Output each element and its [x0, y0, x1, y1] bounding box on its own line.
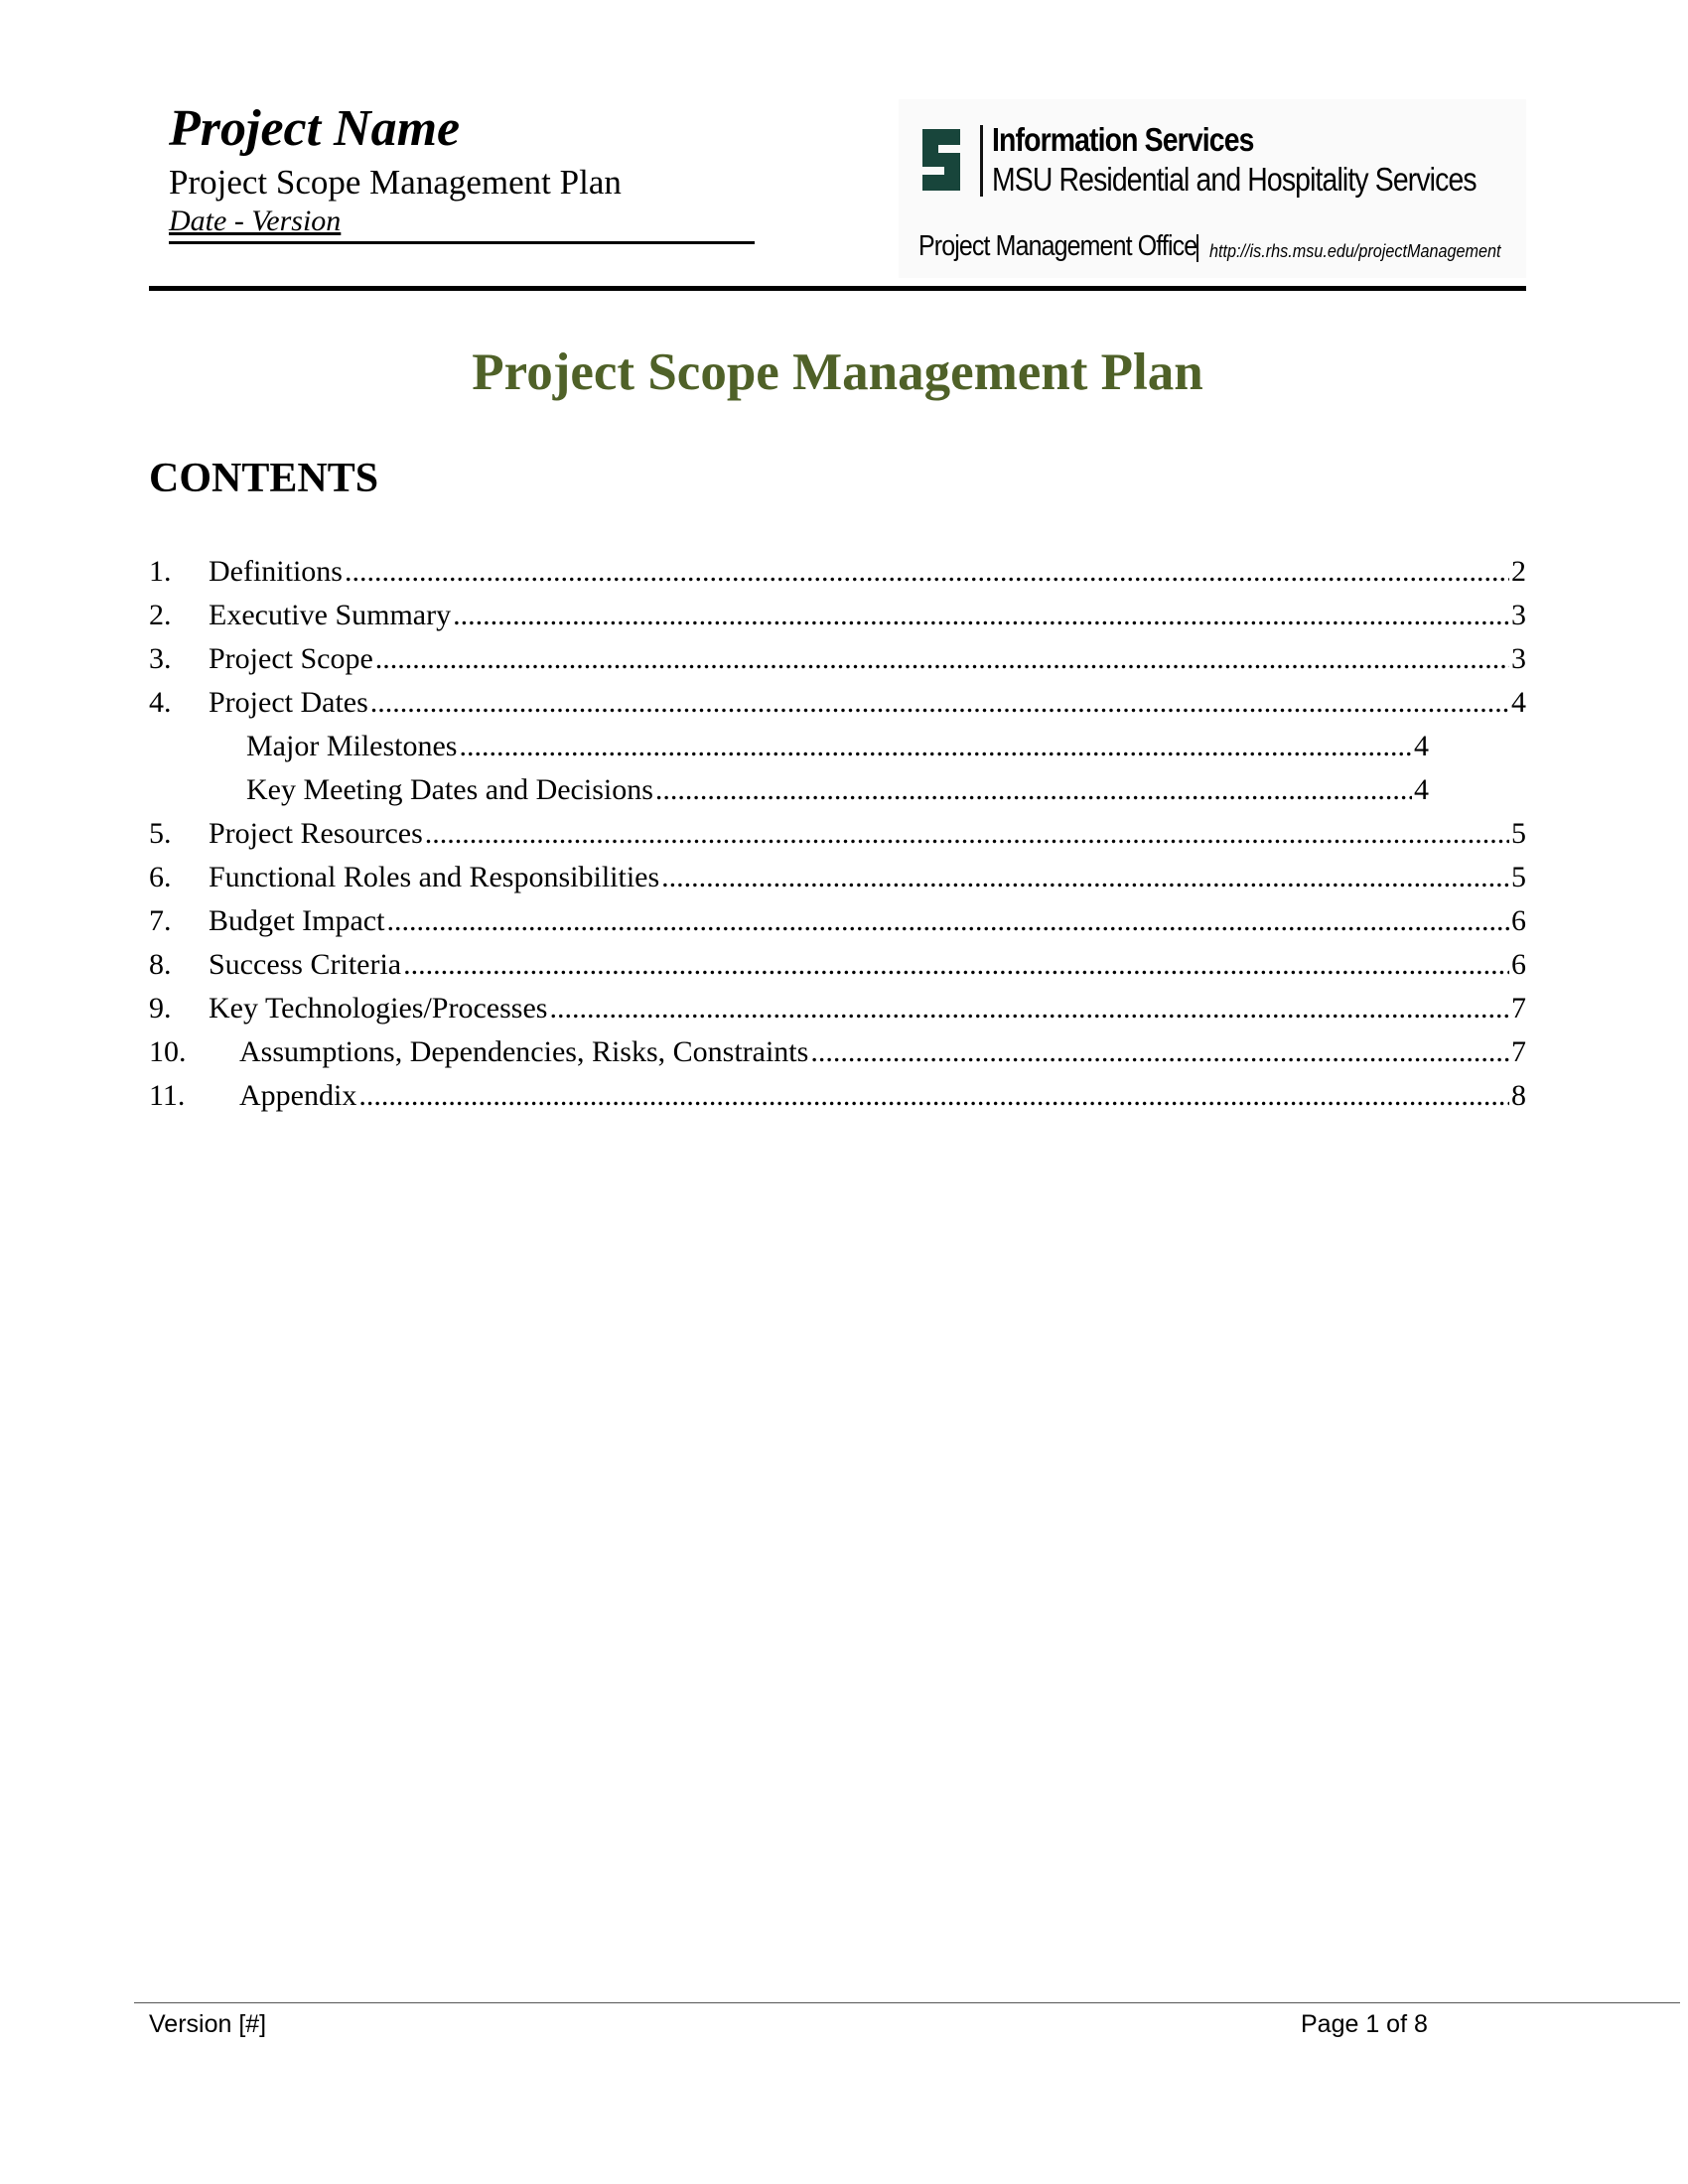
- toc-entry[interactable]: [149, 594, 1526, 637]
- toc-entry-page: 3: [1511, 642, 1526, 675]
- footer-version: Version [#]: [149, 2010, 267, 2038]
- toc-entry[interactable]: [149, 550, 1526, 594]
- toc-entry-number: 2.: [149, 599, 172, 631]
- toc-leader: [386, 899, 1509, 943]
- toc-entry-page: 3: [1511, 599, 1526, 631]
- table-of-contents: [149, 550, 1526, 1118]
- toc-entry-number: 10.: [149, 1035, 187, 1068]
- toc-entry[interactable]: [149, 943, 1526, 987]
- toc-leader: [459, 725, 1412, 768]
- toc-leader: [358, 1074, 1509, 1118]
- toc-subentry[interactable]: [149, 768, 1429, 812]
- logo-line-rhs: MSU Residential and Hospitality Services: [992, 161, 1477, 198]
- toc-entry[interactable]: [149, 899, 1526, 943]
- toc-entry-number: 8.: [149, 948, 172, 981]
- document-subtitle: Project Scope Management Plan: [169, 163, 622, 202]
- logo-office: Project Management Office: [918, 230, 1197, 262]
- toc-entry-page: 6: [1511, 948, 1526, 981]
- toc-entry-page: 2: [1511, 555, 1526, 588]
- toc-entry[interactable]: [149, 1030, 1526, 1074]
- footer-page-number: Page 1 of 8: [1301, 2010, 1428, 2038]
- toc-entry-label: Budget Impact: [209, 904, 385, 937]
- toc-entry-number: 1.: [149, 555, 172, 588]
- toc-leader: [549, 987, 1509, 1030]
- toc-entry[interactable]: [149, 637, 1526, 681]
- toc-leader: [425, 812, 1509, 856]
- toc-entry-page: 4: [1414, 730, 1429, 762]
- logo-line-information-services: Information Services: [992, 121, 1254, 158]
- toc-entry-label: Assumptions, Dependencies, Risks, Constraints: [239, 1035, 809, 1068]
- toc-entry-number: 5.: [149, 817, 172, 850]
- toc-leader: [375, 637, 1509, 681]
- toc-leader: [453, 594, 1509, 637]
- toc-entry-page: 8: [1511, 1079, 1526, 1112]
- toc-subentry[interactable]: [149, 725, 1429, 768]
- toc-entry[interactable]: [149, 987, 1526, 1030]
- toc-leader: [661, 856, 1509, 899]
- toc-entry-label: Key Meeting Dates and Decisions: [246, 773, 653, 806]
- project-name: Project Name: [169, 100, 461, 157]
- toc-entry-label: Executive Summary: [209, 599, 452, 631]
- msu-logo: [899, 99, 1526, 278]
- header-rule: [149, 286, 1526, 291]
- toc-entry-page: 5: [1511, 861, 1526, 893]
- toc-entry-label: Appendix: [239, 1079, 357, 1112]
- date-version: Date - Version: [169, 205, 342, 237]
- toc-entry-label: Functional Roles and Responsibilities: [209, 861, 660, 893]
- spartan-s-icon: [918, 127, 964, 193]
- logo-office-divider: [1196, 234, 1198, 262]
- toc-entry-label: Project Dates: [209, 686, 368, 719]
- toc-entry-label: Success Criteria: [209, 948, 402, 981]
- toc-leader: [345, 550, 1509, 594]
- toc-entry-page: 5: [1511, 817, 1526, 850]
- toc-leader: [655, 768, 1412, 812]
- toc-entry[interactable]: [149, 681, 1526, 725]
- date-underline: [169, 241, 755, 244]
- toc-entry-page: 7: [1511, 992, 1526, 1024]
- toc-entry[interactable]: [149, 856, 1526, 899]
- toc-entry-page: 6: [1511, 904, 1526, 937]
- toc-entry-number: 3.: [149, 642, 172, 675]
- logo-divider: [980, 125, 983, 197]
- toc-leader: [403, 943, 1509, 987]
- toc-entry-page: 7: [1511, 1035, 1526, 1068]
- toc-entry-number: 11.: [149, 1079, 186, 1112]
- toc-leader: [370, 681, 1509, 725]
- toc-entry-label: Project Resources: [209, 817, 423, 850]
- toc-entry-label: Major Milestones: [246, 730, 458, 762]
- contents-heading: CONTENTS: [149, 456, 379, 501]
- toc-entry-page: 4: [1414, 773, 1429, 806]
- toc-entry[interactable]: [149, 812, 1526, 856]
- toc-entry-label: Project Scope: [209, 642, 373, 675]
- header-title-block: [169, 99, 755, 238]
- footer-rule: [134, 2002, 1680, 2003]
- toc-entry-number: 6.: [149, 861, 172, 893]
- toc-entry-page: 4: [1511, 686, 1526, 719]
- toc-entry-number: 4.: [149, 686, 172, 719]
- logo-url: http://is.rhs.msu.edu/projectManagement: [1209, 241, 1501, 261]
- toc-entry-number: 7.: [149, 904, 172, 937]
- toc-entry[interactable]: [149, 1074, 1526, 1118]
- toc-entry-label: Definitions: [209, 555, 343, 588]
- page-title: Project Scope Management Plan: [472, 343, 1203, 401]
- toc-entry-number: 9.: [149, 992, 172, 1024]
- toc-entry-label: Key Technologies/Processes: [209, 992, 548, 1024]
- toc-leader: [810, 1030, 1509, 1074]
